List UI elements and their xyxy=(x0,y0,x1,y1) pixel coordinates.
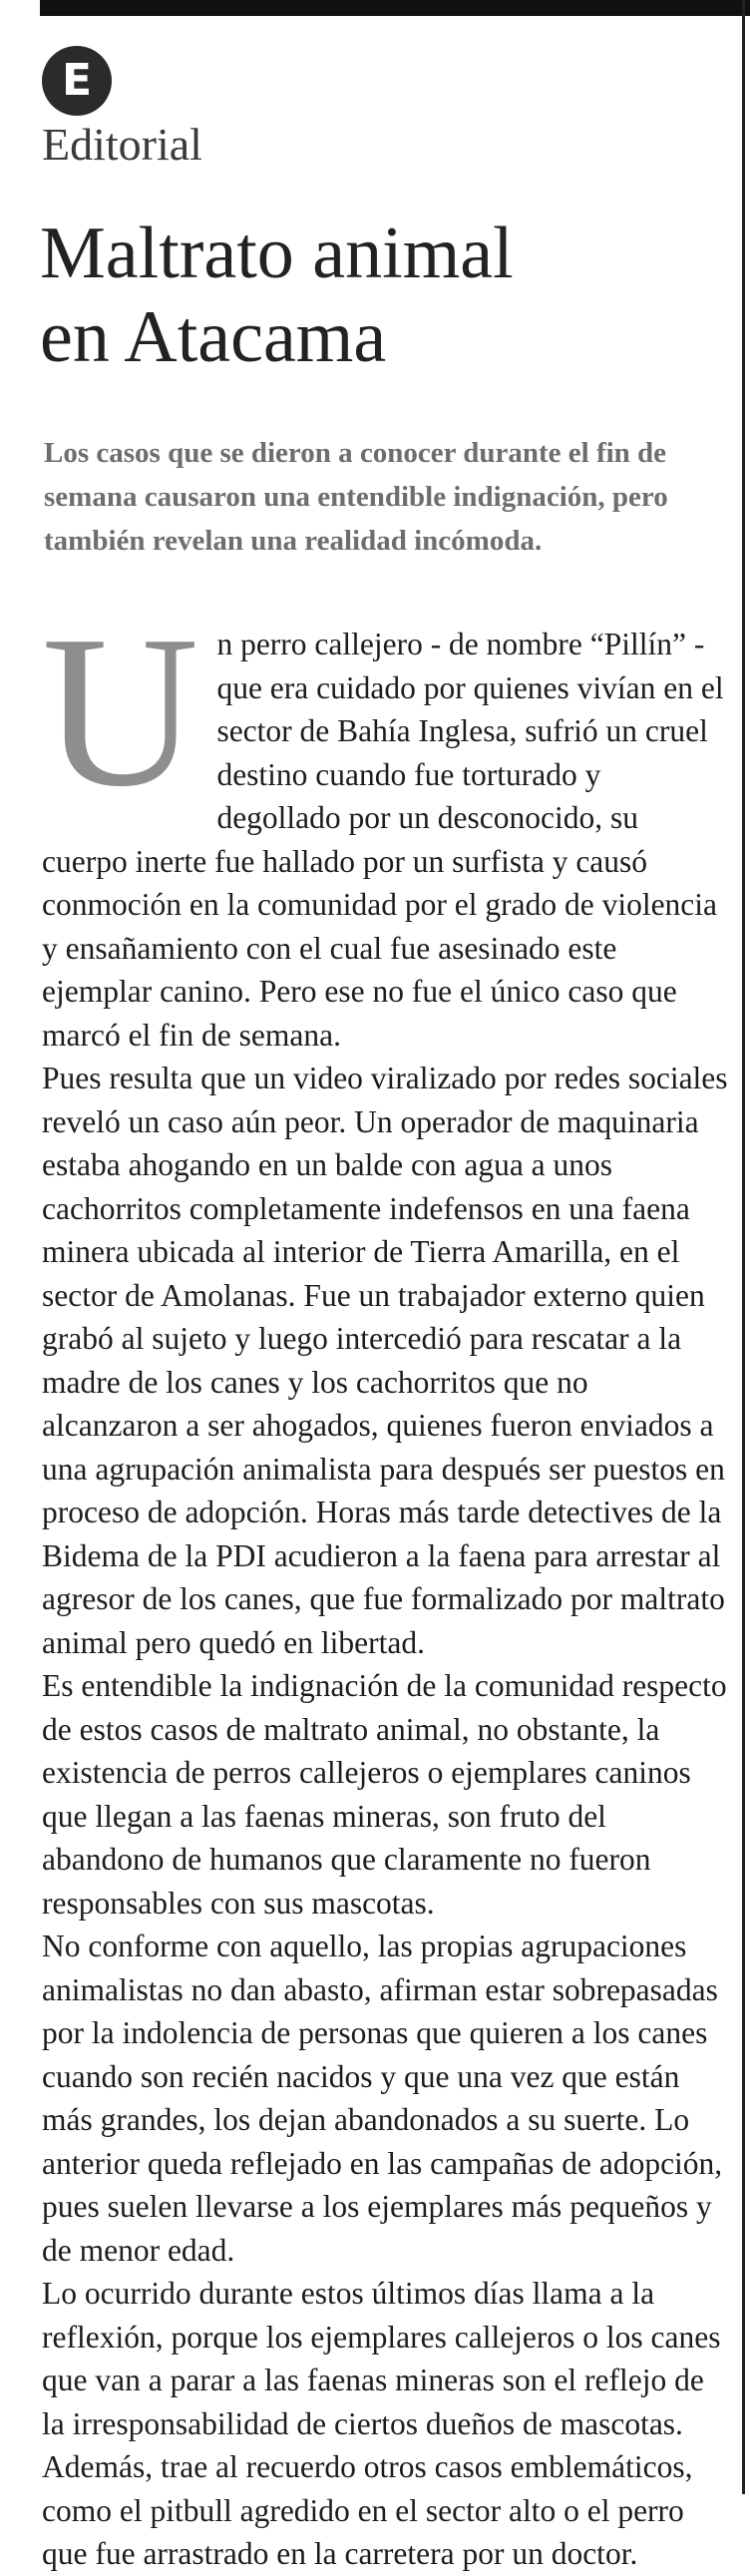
top-rule xyxy=(40,0,750,16)
paragraph-5: Lo ocurrido durante estos últimos días llama a la reflexión, porque los ejemplares callejeros o los canes que van a parar a las faenas mineras son el reflejo de la irresponsabilidad de ciertos dueños de mascotas. Además, trae al recuerdo otros casos emblemáticos, como el pitbull agredido en el sector alto o el perro que fue arrastrado en la carretera por un doctor. xyxy=(42,2276,721,2571)
paragraph-1: n perro callejero - de nombre “Pillín” - que era cuidado por quienes vivían en el sector de Bahía Inglesa, sufrió un cruel destino cuando fue torturado y degollado por un desconocido, su cuerpo inerte fue hallado por un surfista y causó conmoción en la comunidad por el grado de violencia y ensañamiento con el cual fue asesinado este ejemplar canino. Pero ese no fue el único caso que marcó el fin de semana. xyxy=(42,627,724,1053)
paragraph-3: Es entendible la indignación de la comunidad respecto de estos casos de maltrato animal, no obstante, la existencia de perros callejeros o ejemplares caninos que llegan a las faenas mineras, son fruto del abandono de humanos que claramente no fueron responsables con sus mascotas. xyxy=(42,1668,727,1921)
section-label: Editorial xyxy=(42,119,202,170)
column-rule xyxy=(742,0,745,2494)
headline-line-2: en Atacama xyxy=(40,296,387,378)
drop-cap: U xyxy=(42,592,199,832)
paragraph-2: Pues resulta que un video viralizado por redes sociales reveló un caso aún peor. Un operador de maquinaria estaba ahogando en un balde con agua a unos cachorritos completamente indefensos en una faena minera ubicada al interior de Tierra Amarilla, en el sector de Amolanas. Fue un trabajador externo quien grabó al sujeto y luego intercedió para rescatar a la madre de los canes y los cachorritos que no alcanzaron a ser ahogados, quienes fueron enviados a una agrupación animalista para después ser puestos en proceso de adopción. Horas más tarde detectives de la Bidema de la PDI acudieron a la faena para arrestar al agresor de los canes, que fue formalizado por maltrato animal pero quedó en libertad. xyxy=(42,1061,728,1660)
paragraph-4: No conforme con aquello, las propias agrupaciones animalistas no dan abasto, afirman estar sobrepasadas por la indolencia de personas que quieren a los canes cuando son recién nacidos y que una vez que están más grandes, los dejan abandonados a su suerte. Lo anterior queda reflejado en las campañas de adopción, pues suelen llevarse a los ejemplares más pequeños y de menor edad. xyxy=(42,1929,723,2268)
headline xyxy=(40,212,728,379)
article-body xyxy=(42,592,728,2576)
headline-line-1: Maltrato animal xyxy=(40,213,514,294)
standfirst: Los casos que se dieron a conocer durante el fin de semana causaron una entendible indignación, pero también revelan una realidad incómoda. xyxy=(44,437,668,557)
section-badge-icon: E xyxy=(42,46,112,116)
